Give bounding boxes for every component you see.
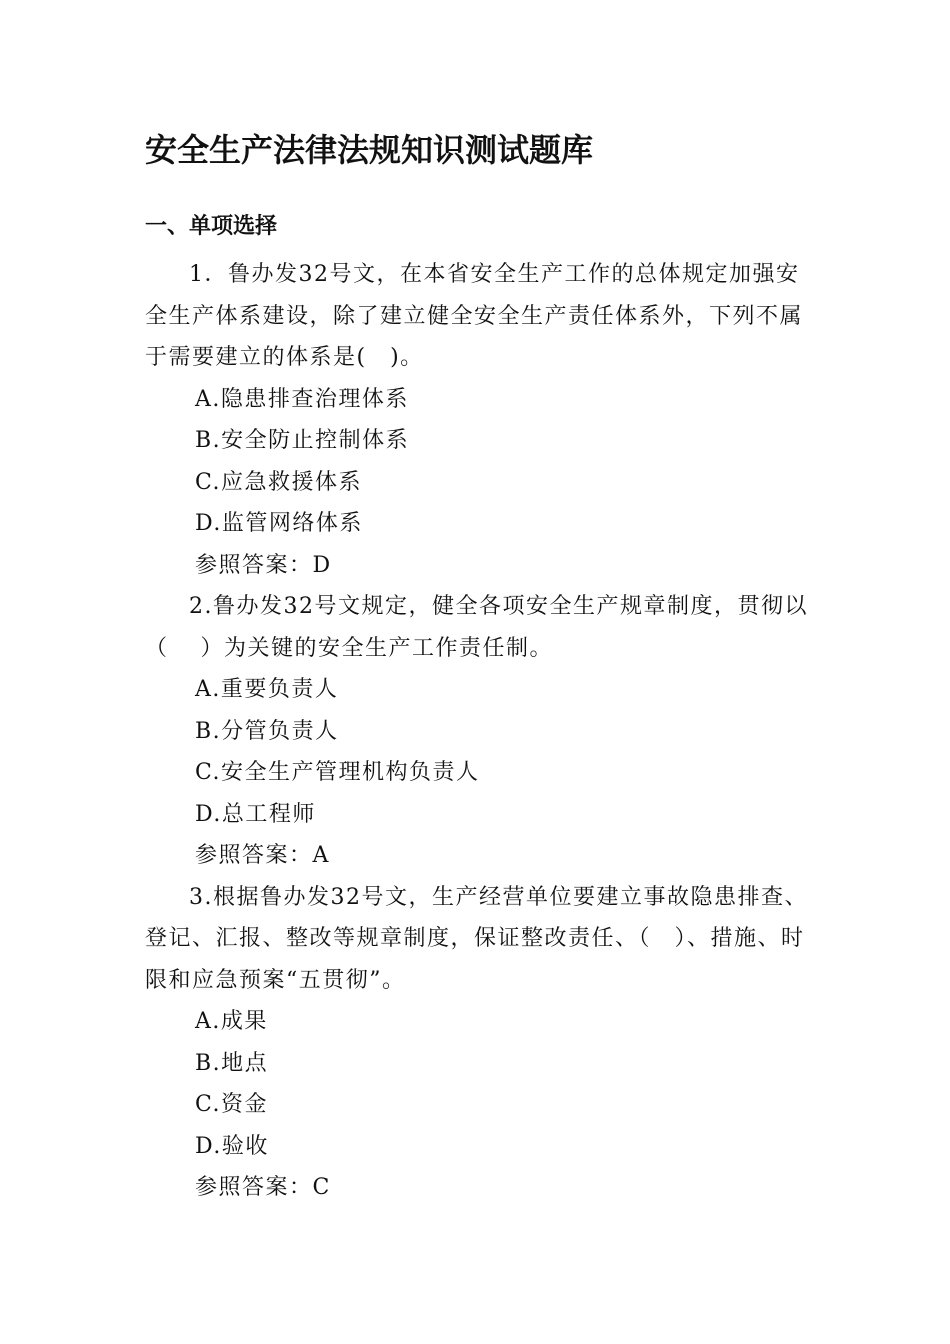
document-title: 安全生产法律法规知识测试题库	[145, 131, 594, 169]
option-b: B.安全防止控制体系	[195, 428, 410, 453]
question-list	[145, 254, 810, 1209]
reference-answer: 参照答案：D	[195, 552, 332, 578]
option-c: C.应急救援体系	[195, 469, 363, 495]
question-stem: 1．鲁办发32号文，在本省安全生产工作的总体规定加强安全生产体系建设，除了建立健全安全生产责任体系外，下列不属于需要建立的体系是( )。	[145, 262, 804, 370]
section-heading: 一、单项选择	[145, 214, 278, 239]
option-a: A.重要负责人	[195, 677, 339, 702]
reference-answer: 参照答案：A	[195, 843, 330, 868]
option-b: B.分管负责人	[195, 718, 339, 744]
question-2	[145, 586, 810, 877]
option-a: A.成果	[195, 1009, 268, 1034]
option-b: B.地点	[195, 1050, 269, 1076]
question-stem: 3.根据鲁办发32号文，生产经营单位要建立事故隐患排查、登记、汇报、整改等规章制度，保证整改责任、（ ）、措施、时限和应急预案“五贯彻”。	[145, 884, 808, 993]
reference-answer: 参照答案：C	[195, 1175, 331, 1200]
question-3	[145, 877, 810, 1209]
option-d: D.总工程师	[195, 801, 316, 827]
option-d: D.验收	[195, 1133, 269, 1159]
question-stem: 2.鲁办发32号文规定，健全各项安全生产规章制度，贯彻以（ ）为关键的安全生产工作责任制。	[145, 594, 808, 661]
option-a: A.隐患排查治理体系	[195, 386, 409, 412]
option-d: D.监管网络体系	[195, 511, 363, 536]
option-c: C.安全生产管理机构负责人	[195, 760, 480, 785]
option-c: C.资金	[195, 1092, 269, 1117]
question-1	[145, 254, 810, 586]
